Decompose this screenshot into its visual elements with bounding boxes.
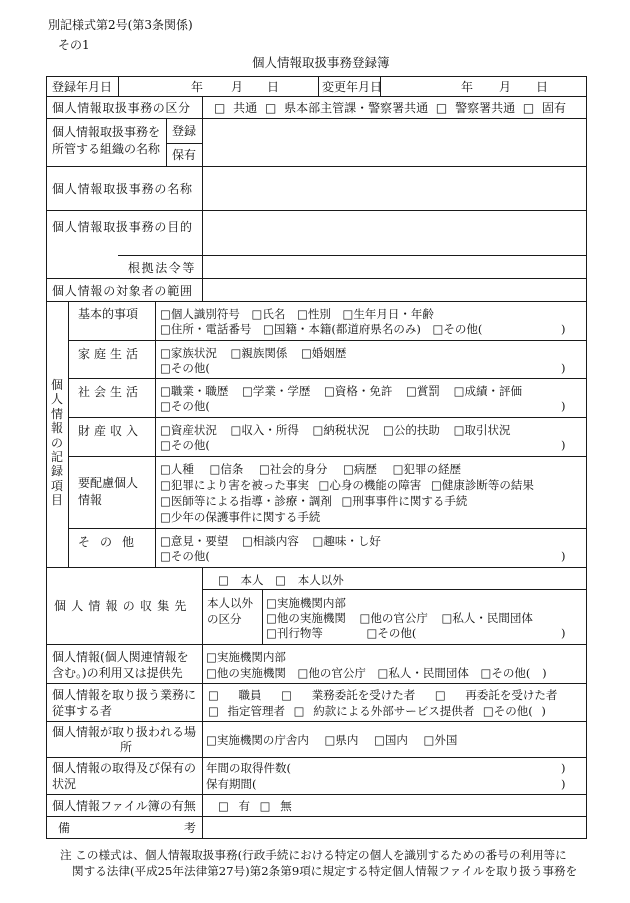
location-label-line2: 所: [120, 740, 133, 754]
registered-day: 日: [267, 80, 280, 94]
handlers-label-line2: 従事する者: [52, 704, 113, 718]
record-property-close: ): [561, 438, 566, 452]
record-other-close: ): [561, 549, 566, 563]
acquisition-close2: ): [561, 777, 566, 791]
page-title: 個人情報取扱事務登録簿: [252, 55, 390, 70]
legal-basis-field[interactable]: [203, 256, 585, 277]
registered-date-label: 登録年月日: [52, 80, 113, 94]
changed-day: 日: [536, 80, 549, 94]
subjects-field[interactable]: [203, 279, 585, 300]
record-property-line1[interactable]: □資産状況 □収入・所得 □納税状況 □公的扶助 □取引状況: [160, 423, 511, 437]
record-family-label: 家庭生活: [78, 347, 143, 361]
acquisition-line2[interactable]: 保有期間(: [206, 777, 257, 791]
registered-date-field[interactable]: [119, 77, 317, 95]
remarks-label-a: 備: [58, 821, 71, 835]
registered-month: 月: [231, 80, 244, 94]
handlers-label-line1: 個人情報を取り扱う業務に: [52, 688, 197, 702]
record-social-close: ): [561, 399, 566, 413]
collection-label: 個人情報の収集先: [54, 599, 192, 613]
record-sensitive-label-line1: 要配慮個人: [78, 476, 139, 490]
record-basic-line1[interactable]: □個人識別符号 □氏名 □性別 □生年月日・年齢: [160, 307, 434, 321]
collection-sub-label-line2: の区分: [207, 612, 242, 626]
collection-opt3[interactable]: □刊行物等 □その他(: [266, 626, 417, 640]
file-book-label: 個人情報ファイル簿の有無: [52, 799, 196, 813]
affair-purpose-field[interactable]: [203, 211, 585, 254]
legal-basis-label: 根拠法令等: [128, 261, 197, 275]
record-basic-line2[interactable]: □住所・電話番号 □国籍・本籍(都道府県名のみ) □その他(: [160, 322, 483, 336]
record-basic-label: 基本的事項: [78, 307, 139, 321]
record-other-line2[interactable]: □その他(: [160, 549, 210, 563]
changed-year: 年: [461, 80, 474, 94]
record-social-line2[interactable]: □その他(: [160, 399, 210, 413]
collection-opt1[interactable]: □実施機関内部: [266, 596, 346, 610]
org-register-label: 登録: [172, 124, 197, 138]
affair-purpose-label: 個人情報取扱事務の目的: [52, 220, 193, 234]
record-other-label: その他: [78, 535, 145, 549]
record-basic-close: ): [561, 322, 566, 336]
use-line2[interactable]: □他の実施機関 □他の官公庁 □私人・民間団体 □その他( ): [206, 666, 547, 680]
record-sensitive-label-line2: 情報: [78, 493, 103, 507]
record-property-label: 財産収入: [78, 424, 143, 438]
record-family-line1[interactable]: □家族状況 □親族関係 □婚姻歴: [160, 346, 347, 360]
record-social-line1[interactable]: □職業・職歴 □学業・学歴 □資格・免許 □賞罰 □成績・評価: [160, 384, 522, 398]
collection-line1[interactable]: □ 本人 □ 本人以外: [218, 573, 344, 587]
form-number: 別記様式第2号(第3条関係): [48, 18, 193, 32]
record-sensitive-line1[interactable]: □人種 □信条 □社会的身分 □病歴 □犯罪の経歴: [160, 462, 461, 476]
record-items-vertical-label: 個人情報の記録項目: [50, 378, 63, 508]
use-label-line1: 個人情報(個人関連情報を: [52, 650, 189, 664]
changed-month: 月: [499, 80, 512, 94]
registered-year: 年: [191, 80, 204, 94]
location-label-line1: 個人情報が取り扱われる場: [52, 725, 197, 739]
changed-date-field[interactable]: [381, 77, 585, 95]
org-hold-label: 保有: [172, 148, 197, 162]
location-line1[interactable]: □実施機関の庁舎内 □県内 □国内 □外国: [206, 733, 458, 747]
org-register-field[interactable]: [203, 119, 585, 142]
collection-sub-label-line1: 本人以外: [207, 596, 253, 610]
acquisition-label-line2: 状況: [52, 777, 77, 791]
record-sensitive-line3[interactable]: □医師等による指導・診療・調剤 □刑事事件に関する手続: [160, 494, 468, 508]
org-label-line1: 個人情報取扱事務を: [52, 125, 161, 139]
record-family-line2[interactable]: □その他(: [160, 361, 210, 375]
record-other-line1[interactable]: □意見・要望 □相談内容 □趣味・し好: [160, 534, 381, 548]
acquisition-line1[interactable]: 年間の取得件数(: [206, 761, 291, 775]
record-property-line2[interactable]: □その他(: [160, 438, 210, 452]
note-line2: 関する法律(平成25年法律第27号)第2条第9項に規定する特定個人情報ファイルを取り扱う事務を: [72, 864, 578, 878]
acquisition-close1: ): [561, 761, 566, 775]
category-options[interactable]: □ 共通 □ 県本部主管課・警察署共通 □ 警察署共通 □ 固有: [214, 101, 567, 115]
note-line1: 注 この様式は、個人情報取扱事務(行政手続における特定の個人を識別するための番号の利用等に: [60, 848, 567, 862]
record-sensitive-line4[interactable]: □少年の保護事件に関する手続: [160, 510, 321, 524]
use-label-line2: 含む。)の利用又は提供先: [52, 666, 183, 680]
category-label: 個人情報取扱事務の区分: [52, 101, 191, 115]
handlers-line1[interactable]: □ 職員 □ 業務委託を受けた者 □ 再委託を受けた者: [208, 688, 558, 702]
collection-close: ): [561, 626, 566, 640]
changed-date-label: 変更年月日: [322, 80, 383, 94]
org-hold-field[interactable]: [203, 144, 585, 165]
collection-opt2[interactable]: □他の実施機関 □他の官公庁 □私人・民間団体: [266, 611, 533, 625]
affair-name-label: 個人情報取扱事務の名称: [52, 182, 193, 196]
affair-name-field[interactable]: [203, 167, 585, 209]
record-family-close: ): [561, 361, 566, 375]
acquisition-label-line1: 個人情報の取得及び保有の: [52, 761, 197, 775]
handlers-line2[interactable]: □ 指定管理者 □ 約款による外部サービス提供者 □その他( ): [208, 704, 546, 718]
org-label-line2: 所管する組織の名称: [52, 142, 161, 156]
remarks-label-b: 考: [184, 821, 197, 835]
subjects-label: 個人情報の対象者の範囲: [52, 284, 193, 298]
file-book-options[interactable]: □ 有 □ 無: [218, 799, 292, 813]
record-sensitive-line2[interactable]: □犯罪により害を被った事実 □心身の機能の障害 □健康診断等の結果: [160, 478, 534, 492]
record-social-label: 社会生活: [78, 385, 143, 399]
sub-number: その1: [58, 38, 90, 52]
remarks-field[interactable]: [203, 817, 585, 837]
use-line1[interactable]: □実施機関内部: [206, 650, 286, 664]
